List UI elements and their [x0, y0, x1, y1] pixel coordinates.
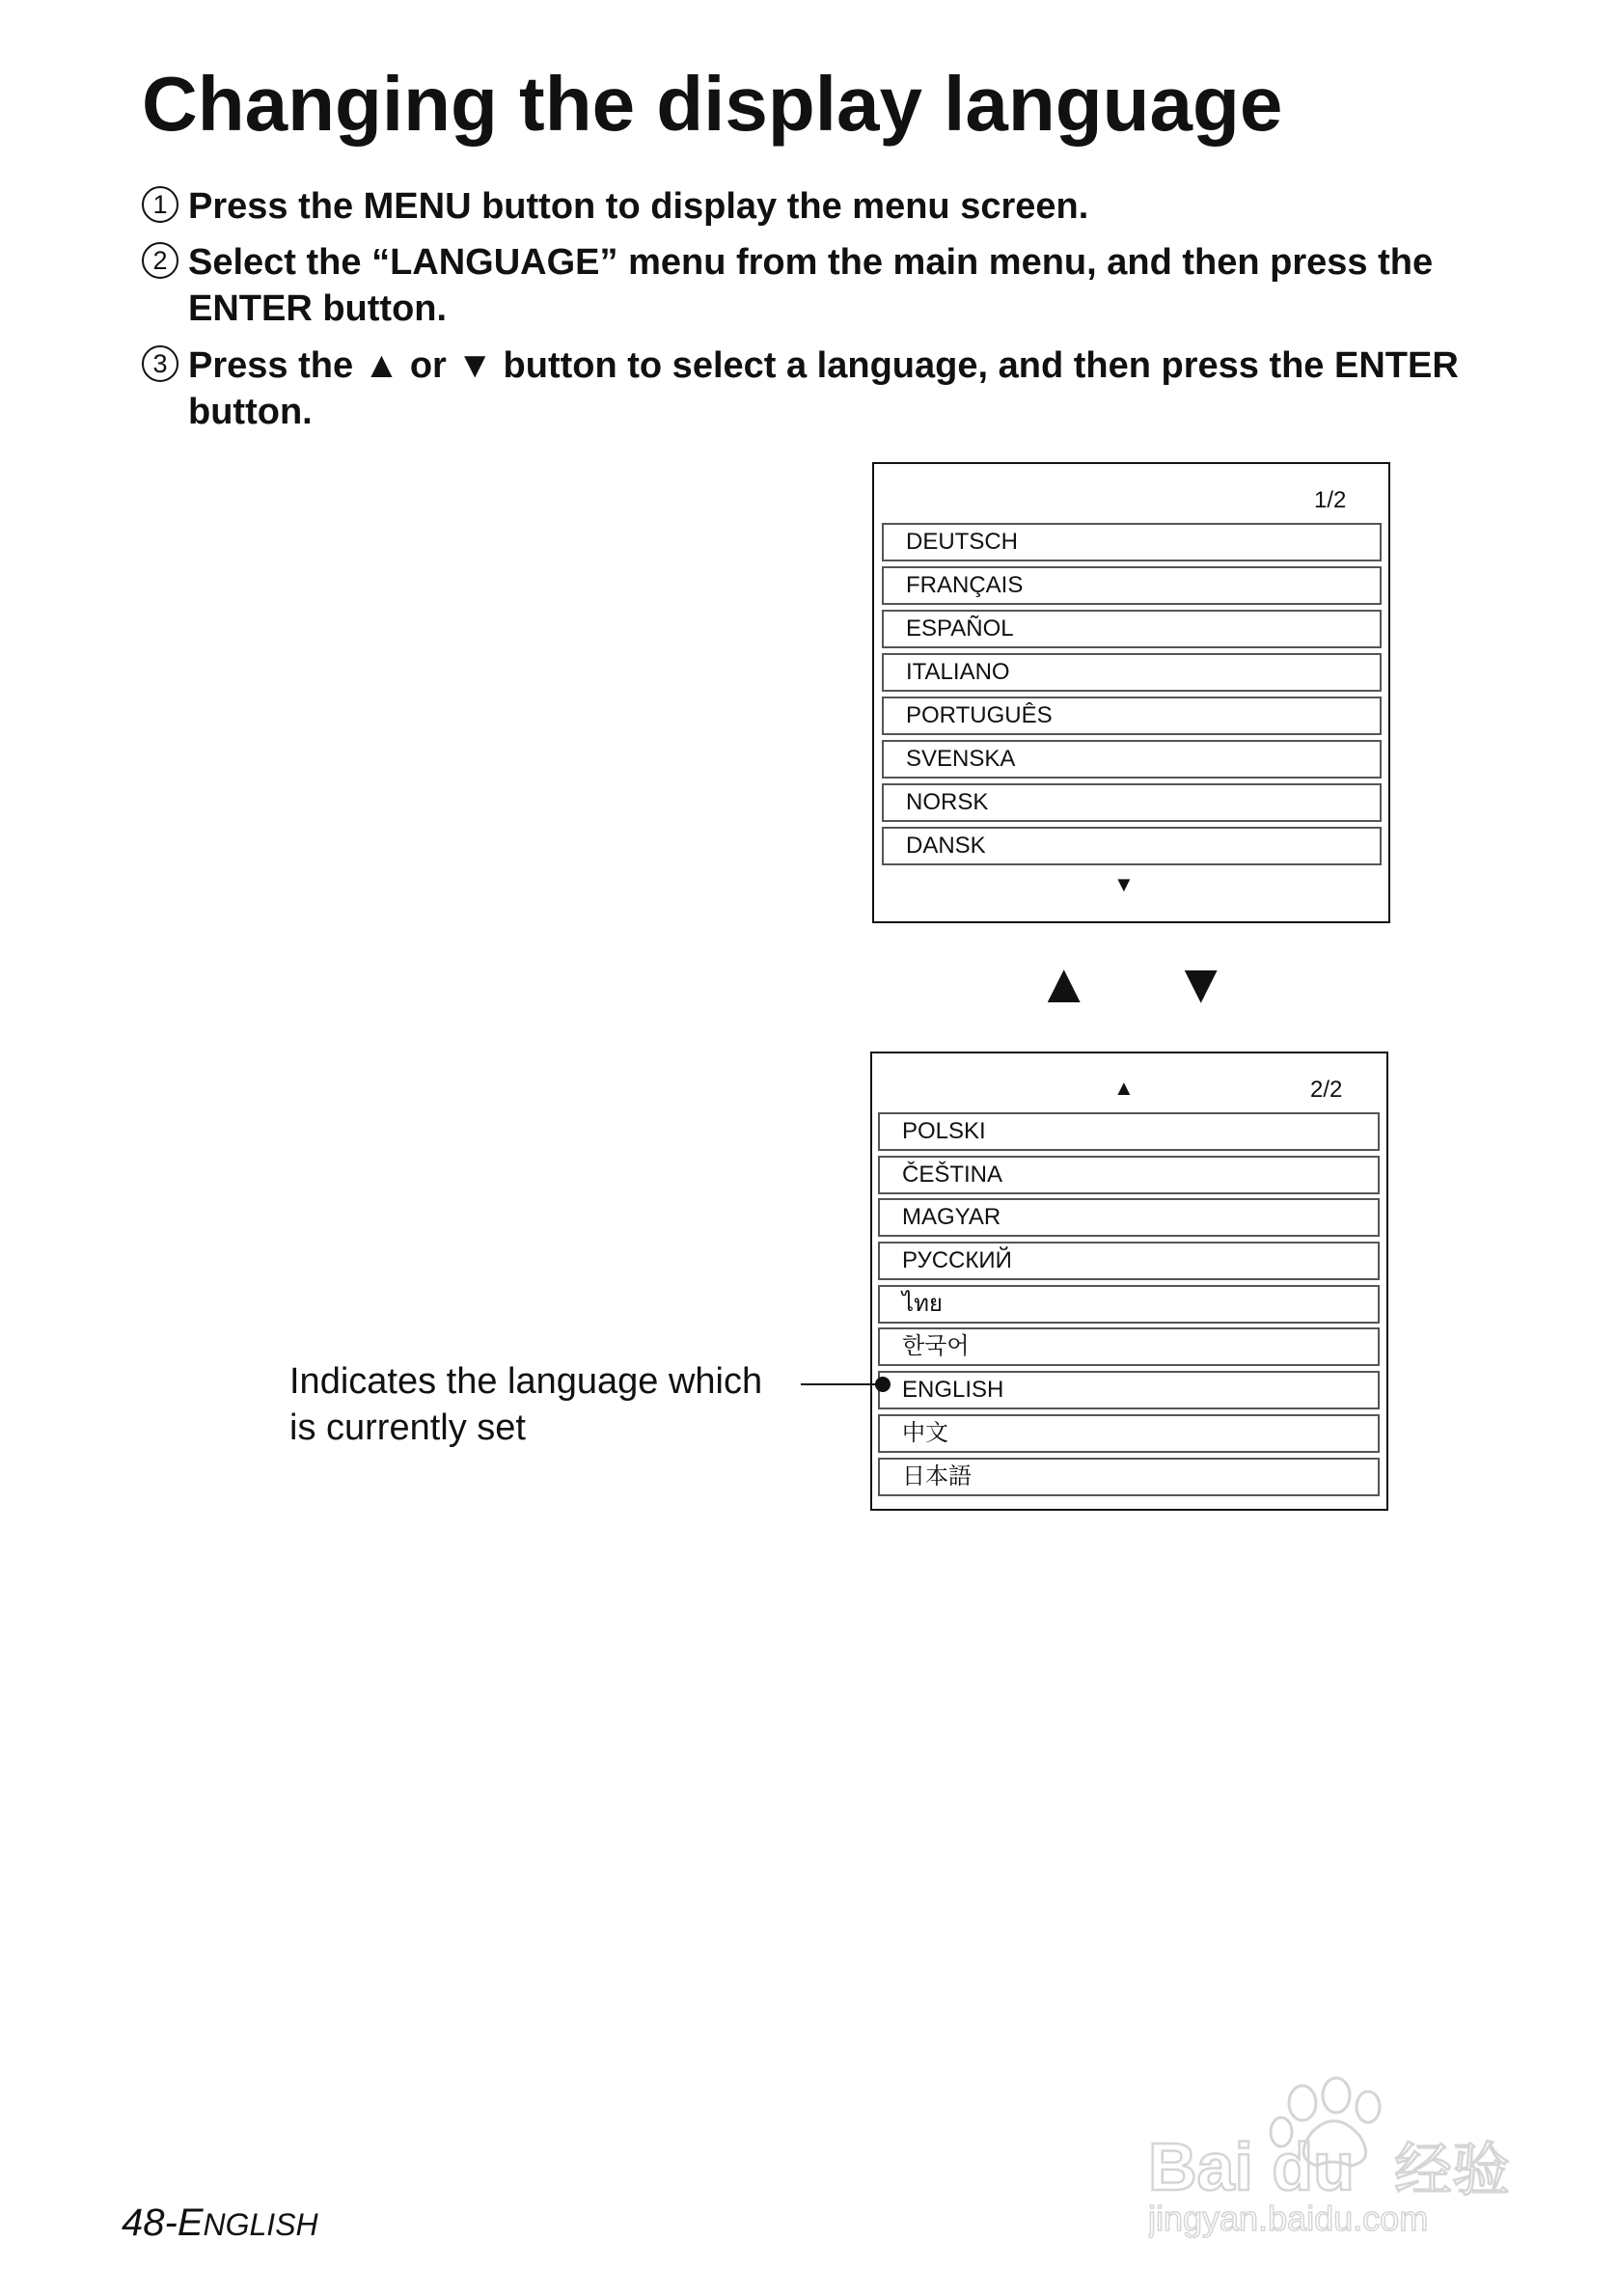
- up-arrow-icon: ▲: [1036, 952, 1092, 1015]
- language-item-chinese[interactable]: 中文: [878, 1414, 1380, 1453]
- page-indicator: 1/2: [1314, 487, 1347, 513]
- language-item-magyar[interactable]: MAGYAR: [878, 1198, 1380, 1237]
- callout-leader-line: [801, 1383, 878, 1385]
- language-item-korean[interactable]: 한국어: [878, 1327, 1380, 1366]
- page-footer: [122, 2201, 318, 2245]
- page-title: Changing the display language: [142, 61, 1283, 147]
- page-indicator: 2/2: [1310, 1077, 1343, 1103]
- svg-text:经验: 经验: [1394, 2137, 1510, 2204]
- footer-page-number: 48-E: [122, 2201, 204, 2244]
- svg-text:Bai du: Bai du: [1148, 2129, 1355, 2204]
- note-line-2: is currently set: [289, 1408, 526, 1448]
- current-language-note: [289, 1358, 762, 1451]
- selected-dot-icon: [875, 1377, 891, 1392]
- language-item-italiano[interactable]: ITALIANO: [882, 653, 1382, 692]
- step-number: 3: [142, 345, 178, 382]
- language-item-cestina[interactable]: ČEŠTINA: [878, 1156, 1380, 1194]
- language-menu-page-1: [872, 462, 1390, 923]
- step-number: 2: [142, 242, 178, 279]
- step-text: Press the MENU button to display the menu screen.: [188, 186, 1089, 227]
- step-number: 1: [142, 186, 178, 223]
- footer-language: NGLISH: [203, 2207, 318, 2242]
- language-item-espanol[interactable]: ESPAÑOL: [882, 610, 1382, 648]
- scroll-down-icon[interactable]: ▼: [1113, 872, 1135, 896]
- language-item-deutsch[interactable]: DEUTSCH: [882, 523, 1382, 561]
- language-item-dansk[interactable]: DANSK: [882, 827, 1382, 865]
- note-line-1: Indicates the language which: [289, 1361, 763, 1402]
- language-item-norsk[interactable]: NORSK: [882, 783, 1382, 822]
- language-item-svenska[interactable]: SVENSKA: [882, 740, 1382, 779]
- language-menu-page-2: [870, 1052, 1388, 1511]
- down-arrow-icon: ▼: [1173, 952, 1229, 1015]
- scroll-up-icon[interactable]: ▲: [1113, 1076, 1135, 1100]
- step-text: Press the ▲ or ▼ button to select a language, and then press the ENTER button.: [188, 345, 1459, 432]
- step-3: [142, 342, 1473, 435]
- step-1: [142, 183, 1473, 230]
- step-2: [142, 239, 1473, 332]
- language-item-polski[interactable]: POLSKI: [878, 1112, 1380, 1151]
- language-item-thai[interactable]: ไทย: [878, 1285, 1380, 1324]
- language-item-portugues[interactable]: PORTUGUÊS: [882, 697, 1382, 735]
- language-item-francais[interactable]: FRANÇAIS: [882, 566, 1382, 605]
- baidu-watermark-icon: [1148, 2074, 1553, 2238]
- language-item-russian[interactable]: РУССКИЙ: [878, 1242, 1380, 1280]
- language-item-japanese[interactable]: 日本語: [878, 1458, 1380, 1496]
- svg-text:jingyan.baidu.com: jingyan.baidu.com: [1148, 2199, 1429, 2238]
- language-item-english[interactable]: ENGLISH: [878, 1371, 1380, 1409]
- step-text: Select the “LANGUAGE” menu from the main menu, and then press the ENTER button.: [188, 242, 1434, 329]
